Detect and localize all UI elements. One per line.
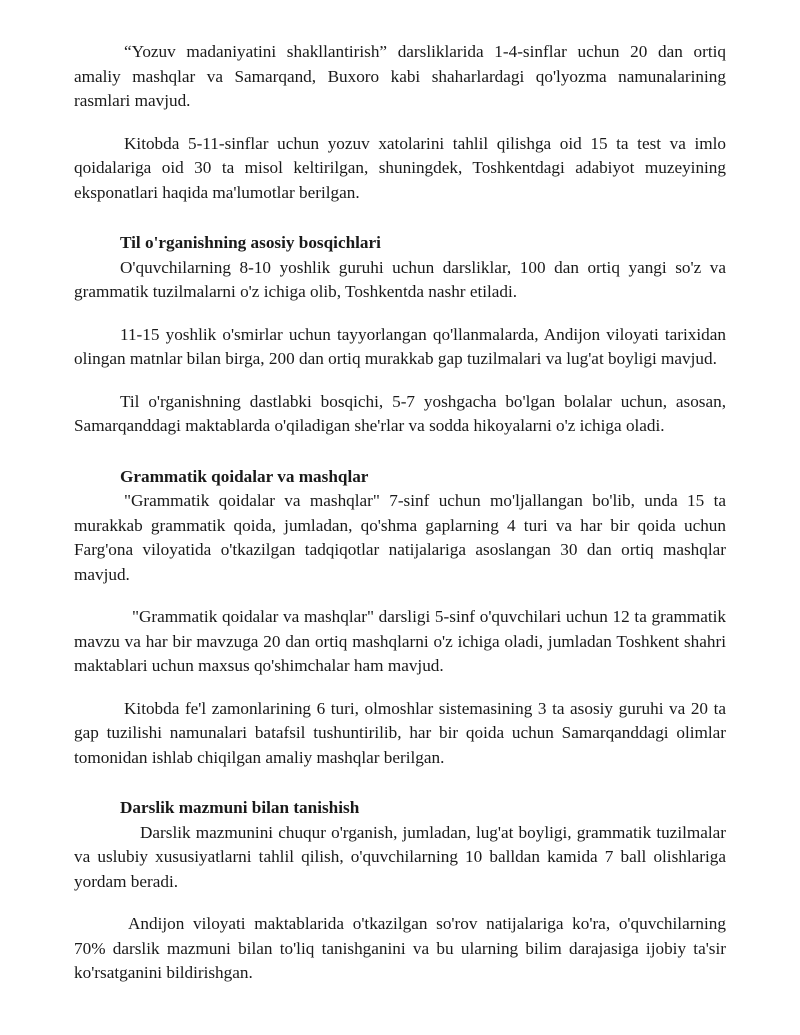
grammar-paragraph-2: "Grammatik qoidalar va mashqlar" darsligi 5-sinf o'quvchilari uchun 12 ta grammatik mavzu va har bir mavzuga 20 dan ortiq mashqlarni o'z ichiga oladi, jumladan Toshkent shahri maktablari uchun maxsus qo'shimchalar ham mavjud. bbox=[74, 607, 726, 675]
section-heading-content: Darslik mazmuni bilan tanishish bbox=[120, 798, 360, 817]
document-page bbox=[74, 40, 726, 986]
section-heading-stages: Til o'rganishning asosiy bosqichlari bbox=[120, 233, 381, 252]
intro-paragraph-1: “Yozuv madaniyatini shakllantirish” darsliklarida 1-4-sinflar uchun 20 dan ortiq amaliy mashqlar va Samarqand, Buxoro kabi shaharlardagi qo'lyozma namunalarining rasmlari mavjud. bbox=[74, 42, 726, 110]
section-heading-grammar: Grammatik qoidalar va mashqlar bbox=[120, 466, 369, 486]
stages-paragraph-3: Til o'rganishning dastlabki bosqichi, 5-7 yoshgacha bo'lgan bolalar uchun, asosan, Samarqanddagi maktablarda o'qiladigan she'rlar va sodda hikoyalarni o'z ichiga oladi. bbox=[74, 391, 726, 435]
stages-paragraph-2: 11-15 yoshlik o'smirlar uchun tayyorlangan qo'llanmalarda, Andijon viloyati tarixidan olingan matnlar bilan birga, 200 dan ortiq murakkab gap tuzilmalari va lug'at boyligi mavjud. bbox=[74, 324, 726, 368]
intro-paragraph-2: Kitobda 5-11-sinflar uchun yozuv xatolarini tahlil qilishga oid 15 ta test va imlo qoidalariga oid 30 ta misol keltirilgan, shuningdek, Toshkentdagi adabiyot muzeyining eksponatlari haqida ma'lumotlar berilgan. bbox=[74, 133, 726, 202]
grammar-paragraph-1: "Grammatik qoidalar va mashqlar" 7-sinf uchun mo'ljallangan bo'lib, unda 15 ta murakkab grammatik qoida, jumladan, qo'shma gaplarning 4 turi va har bir qoida uchun Farg'ona viloyatida o'tkazilgan tadqiqotlar natijalariga asoslangan 30 dan ortiq mashqlar mavjud. bbox=[74, 491, 726, 584]
grammar-paragraph-3: Kitobda fe'l zamonlarining 6 turi, olmoshlar sistemasining 3 ta asosiy guruhi va 20 ta gap tuzilishi namunalari batafsil tushuntirilib, har bir qoida uchun Samarqanddagi olimlar tomonidan ishlab chiqilgan amaliy mashqlar berilgan. bbox=[74, 698, 726, 767]
stages-paragraph-1: O'quvchilarning 8-10 yoshlik guruhi uchun darsliklar, 100 dan ortiq yangi so'z va grammatik tuzilmalarni o'z ichiga olib, Toshkentda nashr etiladi. bbox=[74, 257, 726, 301]
content-paragraph-1: Darslik mazmunini chuqur o'rganish, jumladan, lug'at boyligi, grammatik tuzilmalar va uslubiy xususiyatlarni tahlil qilish, o'quvchilarning 10 balldan kamida 7 ball olishlariga yordam beradi. bbox=[74, 822, 726, 891]
content-paragraph-2: Andijon viloyati maktablarida o'tkazilgan so'rov natijalariga ko'ra, o'quvchilarning 70% darslik mazmuni bilan to'liq tanishganini va bu ularning bilim darajasiga ijobiy ta'sir ko'rsatganini bildirishgan. bbox=[74, 914, 726, 982]
